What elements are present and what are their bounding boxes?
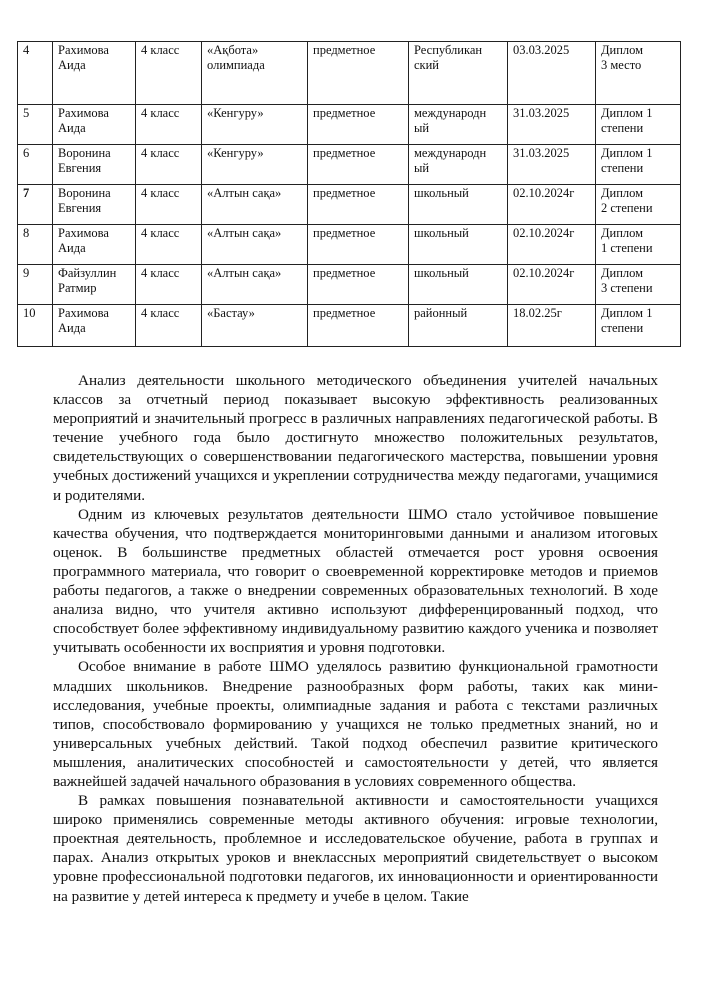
- awards-table: [17, 41, 681, 347]
- cell-number: 5: [18, 105, 53, 145]
- cell-name: Рахимова Аида: [53, 305, 136, 347]
- cell-event: «Бастау»: [202, 305, 308, 347]
- paragraph: Особое внимание в работе ШМО уделялось развитию функциональной грамотности младших школьников. Внедрение разнообразных форм работы, таких как мини-исследования, учебные проекты, олимпиадные задания и работа с текстами различных типов, способствовало формированию у учащихся не только предметных знаний, но и универсальных учебных действий. Такой подход обеспечил развитие критического мышления, аналитических способностей и самостоятельности у детей, что является важнейшей задачей начального образования в условиях современного общества.: [53, 658, 658, 790]
- cell-type: предметное: [308, 42, 409, 105]
- cell-result: Диплом 1 степени: [596, 305, 681, 347]
- cell-type: предметное: [308, 105, 409, 145]
- cell-level: школьный: [409, 185, 508, 225]
- cell-date: 03.03.2025: [508, 42, 596, 105]
- cell-event: «Ақбота» олимпиада: [202, 42, 308, 105]
- cell-name: Рахимова Аида: [53, 225, 136, 265]
- cell-result: Диплом 2 степени: [596, 185, 681, 225]
- cell-number: 8: [18, 225, 53, 265]
- cell-date: 02.10.2024г: [508, 265, 596, 305]
- cell-type: предметное: [308, 185, 409, 225]
- cell-date: 31.03.2025: [508, 145, 596, 185]
- table-row: [18, 105, 681, 145]
- cell-grade: 4 класс: [136, 105, 202, 145]
- cell-date: 31.03.2025: [508, 105, 596, 145]
- cell-result: Диплом 3 место: [596, 42, 681, 105]
- table-row: [18, 42, 681, 105]
- cell-grade: 4 класс: [136, 185, 202, 225]
- table-row: [18, 225, 681, 265]
- cell-name: Рахимова Аида: [53, 105, 136, 145]
- cell-event: «Кенгуру»: [202, 145, 308, 185]
- paragraph: Анализ деятельности школьного методического объединения учителей начальных классов за отчетный период показывает высокую эффективность реализованных мероприятий и значительный прогресс в различных направлениях педагогической работы. В течение учебного года было достигнуто множество положительных результатов, свидетельствующих о совершенствовании педагогического мастерства, повышении уровня учебных достижений учащихся и укреплении сотрудничества между педагогами, учащимися и родителями.: [53, 372, 658, 504]
- paragraph: Одним из ключевых результатов деятельности ШМО стало устойчивое повышение качества обучения, что подтверждается мониторинговыми данными и анализом итоговых оценок. В большинстве предметных областей отмечается рост уровня освоения программного материала, что говорит о своевременной корректировке методов и приемов работы педагогов, а также о внедрении современных образовательных технологий. В ходе анализа видно, что учителя активно используют дифференцированный подход, что способствует более эффективному индивидуальному развитию каждого ученика и позволяет учитывать особенности их восприятия и уровня подготовки.: [53, 505, 658, 657]
- table-row: [18, 145, 681, 185]
- cell-level: международн ый: [409, 145, 508, 185]
- table-row: [18, 265, 681, 305]
- cell-level: школьный: [409, 225, 508, 265]
- cell-number: 4: [18, 42, 53, 105]
- cell-number: 10: [18, 305, 53, 347]
- cell-event: «Алтын сақа»: [202, 225, 308, 265]
- cell-name: Воронина Евгения: [53, 145, 136, 185]
- cell-grade: 4 класс: [136, 42, 202, 105]
- cell-level: международн ый: [409, 105, 508, 145]
- cell-grade: 4 класс: [136, 265, 202, 305]
- cell-event: «Алтын сақа»: [202, 185, 308, 225]
- cell-grade: 4 класс: [136, 225, 202, 265]
- cell-event: «Алтын сақа»: [202, 265, 308, 305]
- cell-result: Диплом 3 степени: [596, 265, 681, 305]
- table-body: [18, 42, 681, 347]
- cell-type: предметное: [308, 265, 409, 305]
- cell-result: Диплом 1 степени: [596, 145, 681, 185]
- cell-date: 02.10.2024г: [508, 225, 596, 265]
- cell-name: Рахимова Аида: [53, 42, 136, 105]
- table-row: [18, 305, 681, 347]
- cell-number: 7: [18, 185, 53, 225]
- cell-level: районный: [409, 305, 508, 347]
- cell-type: предметное: [308, 145, 409, 185]
- cell-grade: 4 класс: [136, 305, 202, 347]
- cell-name: Воронина Евгения: [53, 185, 136, 225]
- paragraph: В рамках повышения познавательной активности и самостоятельности учащихся широко применялись современные методы активного обучения: игровые технологии, проектная деятельность, проблемное и исследовательское обучение, работа в группах и парах. Анализ открытых уроков и внеклассных мероприятий свидетельствует о высоком уровне профессиональной подготовки педагогов, их инновационности и ориентированности на развитие у детей интереса к предмету и учебе в целом. Такие: [53, 792, 658, 905]
- cell-name: Файзуллин Ратмир: [53, 265, 136, 305]
- cell-grade: 4 класс: [136, 145, 202, 185]
- cell-date: 18.02.25г: [508, 305, 596, 347]
- cell-result: Диплом 1 степени: [596, 225, 681, 265]
- cell-date: 02.10.2024г: [508, 185, 596, 225]
- cell-level: школьный: [409, 265, 508, 305]
- cell-result: Диплом 1 степени: [596, 105, 681, 145]
- table-row: [18, 185, 681, 225]
- cell-number: 9: [18, 265, 53, 305]
- cell-number: 6: [18, 145, 53, 185]
- body-text: [53, 371, 658, 906]
- cell-type: предметное: [308, 225, 409, 265]
- cell-level: Республикан ский: [409, 42, 508, 105]
- cell-event: «Кенгуру»: [202, 105, 308, 145]
- cell-type: предметное: [308, 305, 409, 347]
